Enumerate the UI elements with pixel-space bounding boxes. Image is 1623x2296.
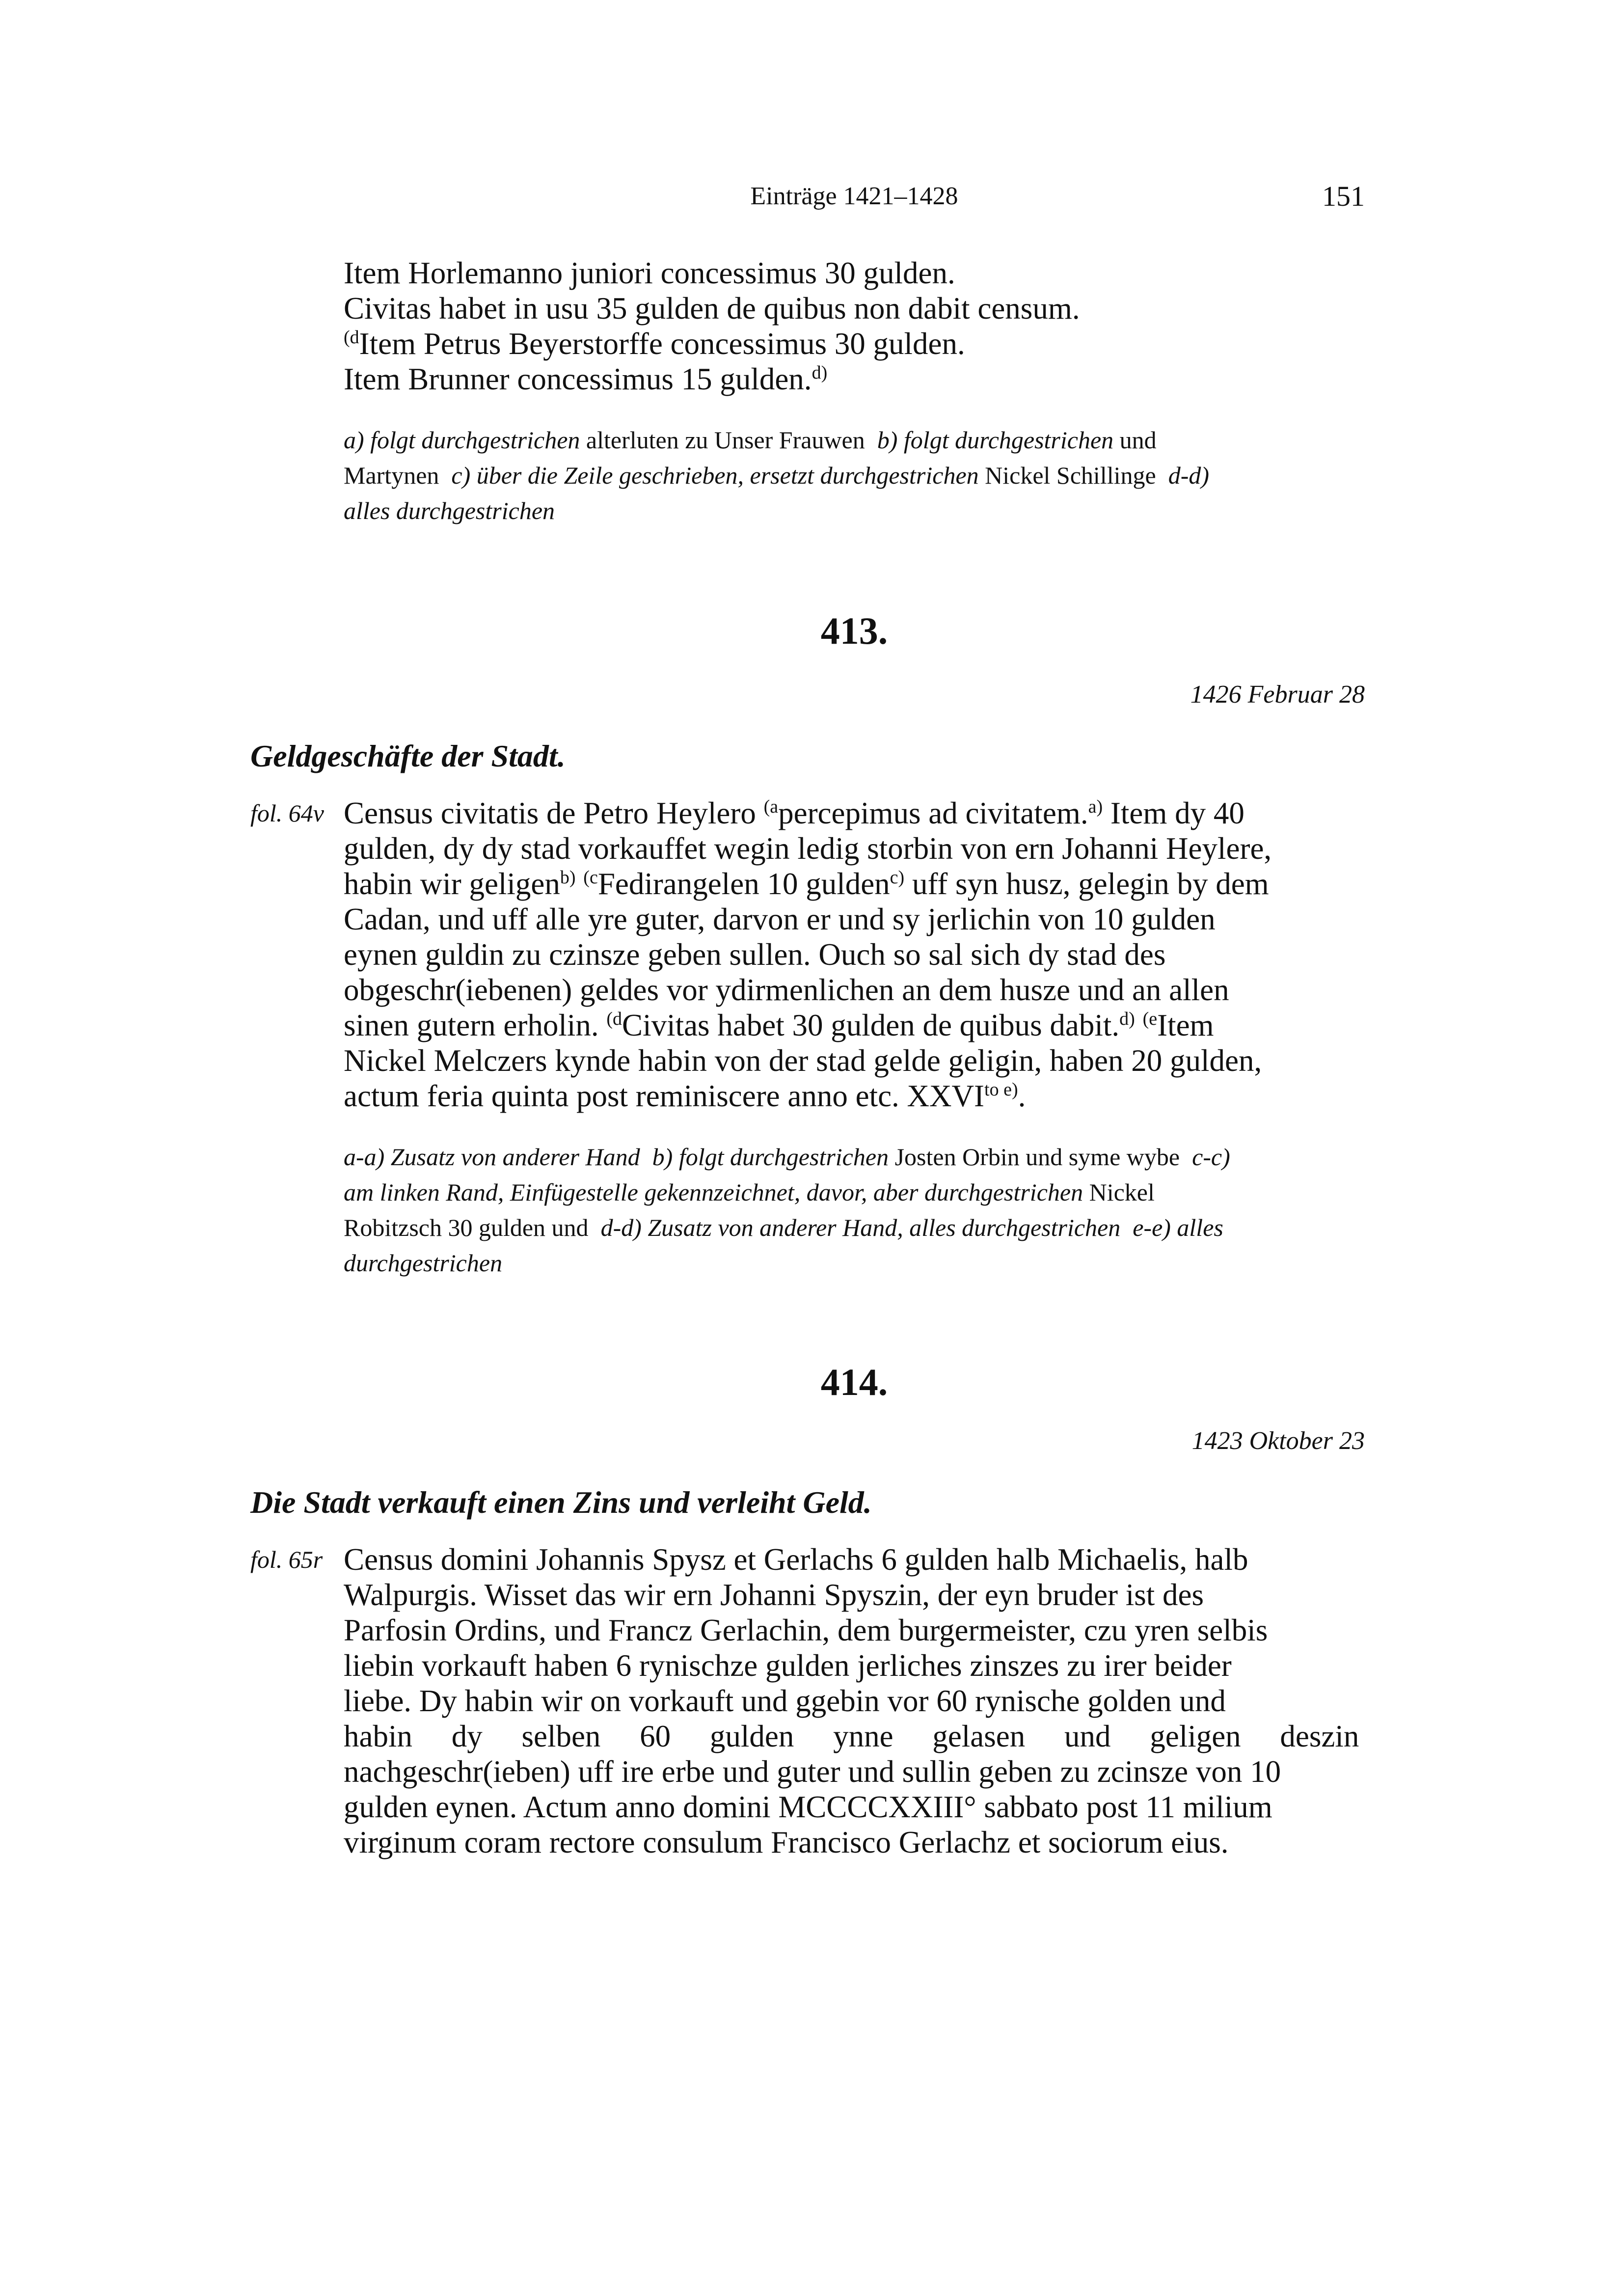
text-line: actum feria quinta post reminiscere anno etc. $XXVI^{to e)}$. — [344, 1079, 1026, 1113]
text-line: Item Brunner concessimus 15 gulden.$^{d)}$ — [344, 362, 828, 396]
entry-number: 414. — [820, 1361, 888, 1403]
entry-date: 1423 Oktober 23 — [1191, 1427, 1365, 1455]
note-mark: (c — [583, 867, 598, 888]
text-line: Census domini Johannis Spysz et Gerlachs 6 gulden halb Michaelis, halb — [344, 1542, 1248, 1577]
text-line: sinen gutern erholin. $^{(d}$Civitas habet 30 gulden de quibus dabit.$^{d)}$ $^{(e}$Item — [344, 1008, 1214, 1042]
text-line: obgeschr(iebenen) geldes vor ydirmenlichen an dem husze und an allen — [344, 973, 1229, 1007]
text-line: Civitas habet in usu 35 gulden de quibus non dabit censum. — [344, 291, 1080, 326]
critical-apparatus: a-a) Zusatz von anderer Hand b) folgt durchgestrichen Josten Orbin und syme wybe c-c) am linken Rand, Einfügestelle gekennzeichnet, davor, aber durchgestrichen Nickel Robitzsch 30 gulden und d-d) Zusatz von anderer Hand, alles durchgestrichen e-e) alles durchgestrichen — [344, 1143, 1230, 1277]
text-line: habin dy selben 60 gulden ynne gelasen und geligen deszin — [344, 1719, 1359, 1753]
text-line: Cadan, und uff alle yre guter, darvon er und sy jerlichin von 10 gulden — [344, 902, 1216, 936]
folio-reference: fol. 65r — [250, 1546, 323, 1573]
note-mark: (d — [606, 1009, 622, 1029]
entry-date: 1426 Februar 28 — [1190, 681, 1365, 709]
note-mark: d) — [812, 362, 828, 383]
text-line: liebe. Dy habin wir on vorkauft und ggebin vor 60 rynische golden und — [344, 1684, 1226, 1718]
text-line: $^{(d}$Item Petrus Beyerstorffe concessimus 30 gulden. — [344, 327, 965, 361]
text-line: liebin vorkauft haben 6 rynischze gulden jerliches zinszes zu irer beider — [344, 1648, 1232, 1683]
text-line: Nickel Melczers kynde habin von der stad gelde geligin, haben 20 gulden, — [344, 1043, 1262, 1078]
entry-text — [344, 795, 1365, 1114]
text-line: eynen guldin zu czinsze geben sullen. Ouch so sal sich dy stad des — [344, 937, 1166, 972]
entry-text — [344, 1542, 1365, 1860]
note-mark: c) — [890, 867, 905, 888]
note-mark: a) — [1088, 796, 1103, 817]
text-line: virginum coram rectore consulum Francisco Gerlachz et sociorum eius. — [344, 1825, 1229, 1859]
entry-title: Die Stadt verkauft einen Zins und verleiht Geld. — [250, 1485, 872, 1520]
text-line: gulden, dy dy stad vorkauffet wegin ledig storbin von ern Johanni Heylere, — [344, 831, 1272, 866]
running-title: Einträge 1421–1428 — [750, 182, 958, 210]
note-mark: (d — [344, 327, 359, 348]
text-line: Item Horlemanno juniori concessimus 30 gulden. — [344, 256, 955, 290]
note-mark: b) — [560, 867, 576, 888]
folio-reference: fol. 64v — [250, 799, 324, 827]
text-line: nachgeschr(ieben) uff ire erbe und guter und sullin geben zu zcinsze von 10 — [344, 1754, 1281, 1789]
page-number: 151 — [1322, 180, 1365, 212]
text-line: Parfosin Ordins, und Francz Gerlachin, dem burgermeister, czu yren selbis — [344, 1613, 1268, 1647]
note-mark: (e — [1142, 1009, 1158, 1029]
critical-apparatus: a) folgt durchgestrichen alterluten zu Unser Frauwen b) folgt durchgestrichen und Martynen c) über die Zeile geschrieben, ersetzt durchgestrichen Nickel Schillinge d-d) alles durchgestrichen — [344, 426, 1209, 524]
text-line: habin wir geligen$^{b)}$ $^{(c}$Fedirangelen 10 gulden$^{c)}$ uff syn husz, gelegin by dem — [344, 867, 1269, 901]
entry-title: Geldgeschäfte der Stadt. — [250, 738, 566, 773]
note-mark: d) — [1119, 1009, 1135, 1029]
entry-number: 413. — [820, 609, 888, 652]
text-line: gulden eynen. Actum anno domini MCCCCXXIII° sabbato post 11 milium — [344, 1790, 1272, 1824]
text-line: Census civitatis de Petro Heylero $^{(a}$percepimus ad civitatem.$^{a)}$ Item dy 40 — [344, 796, 1244, 830]
note-mark: to e) — [984, 1079, 1018, 1100]
note-mark: (a — [763, 796, 779, 817]
continued-entry-text — [344, 255, 1365, 397]
text-line: Walpurgis. Wisset das wir ern Johanni Spyszin, der eyn bruder ist des — [344, 1578, 1204, 1612]
running-head — [344, 177, 1365, 216]
